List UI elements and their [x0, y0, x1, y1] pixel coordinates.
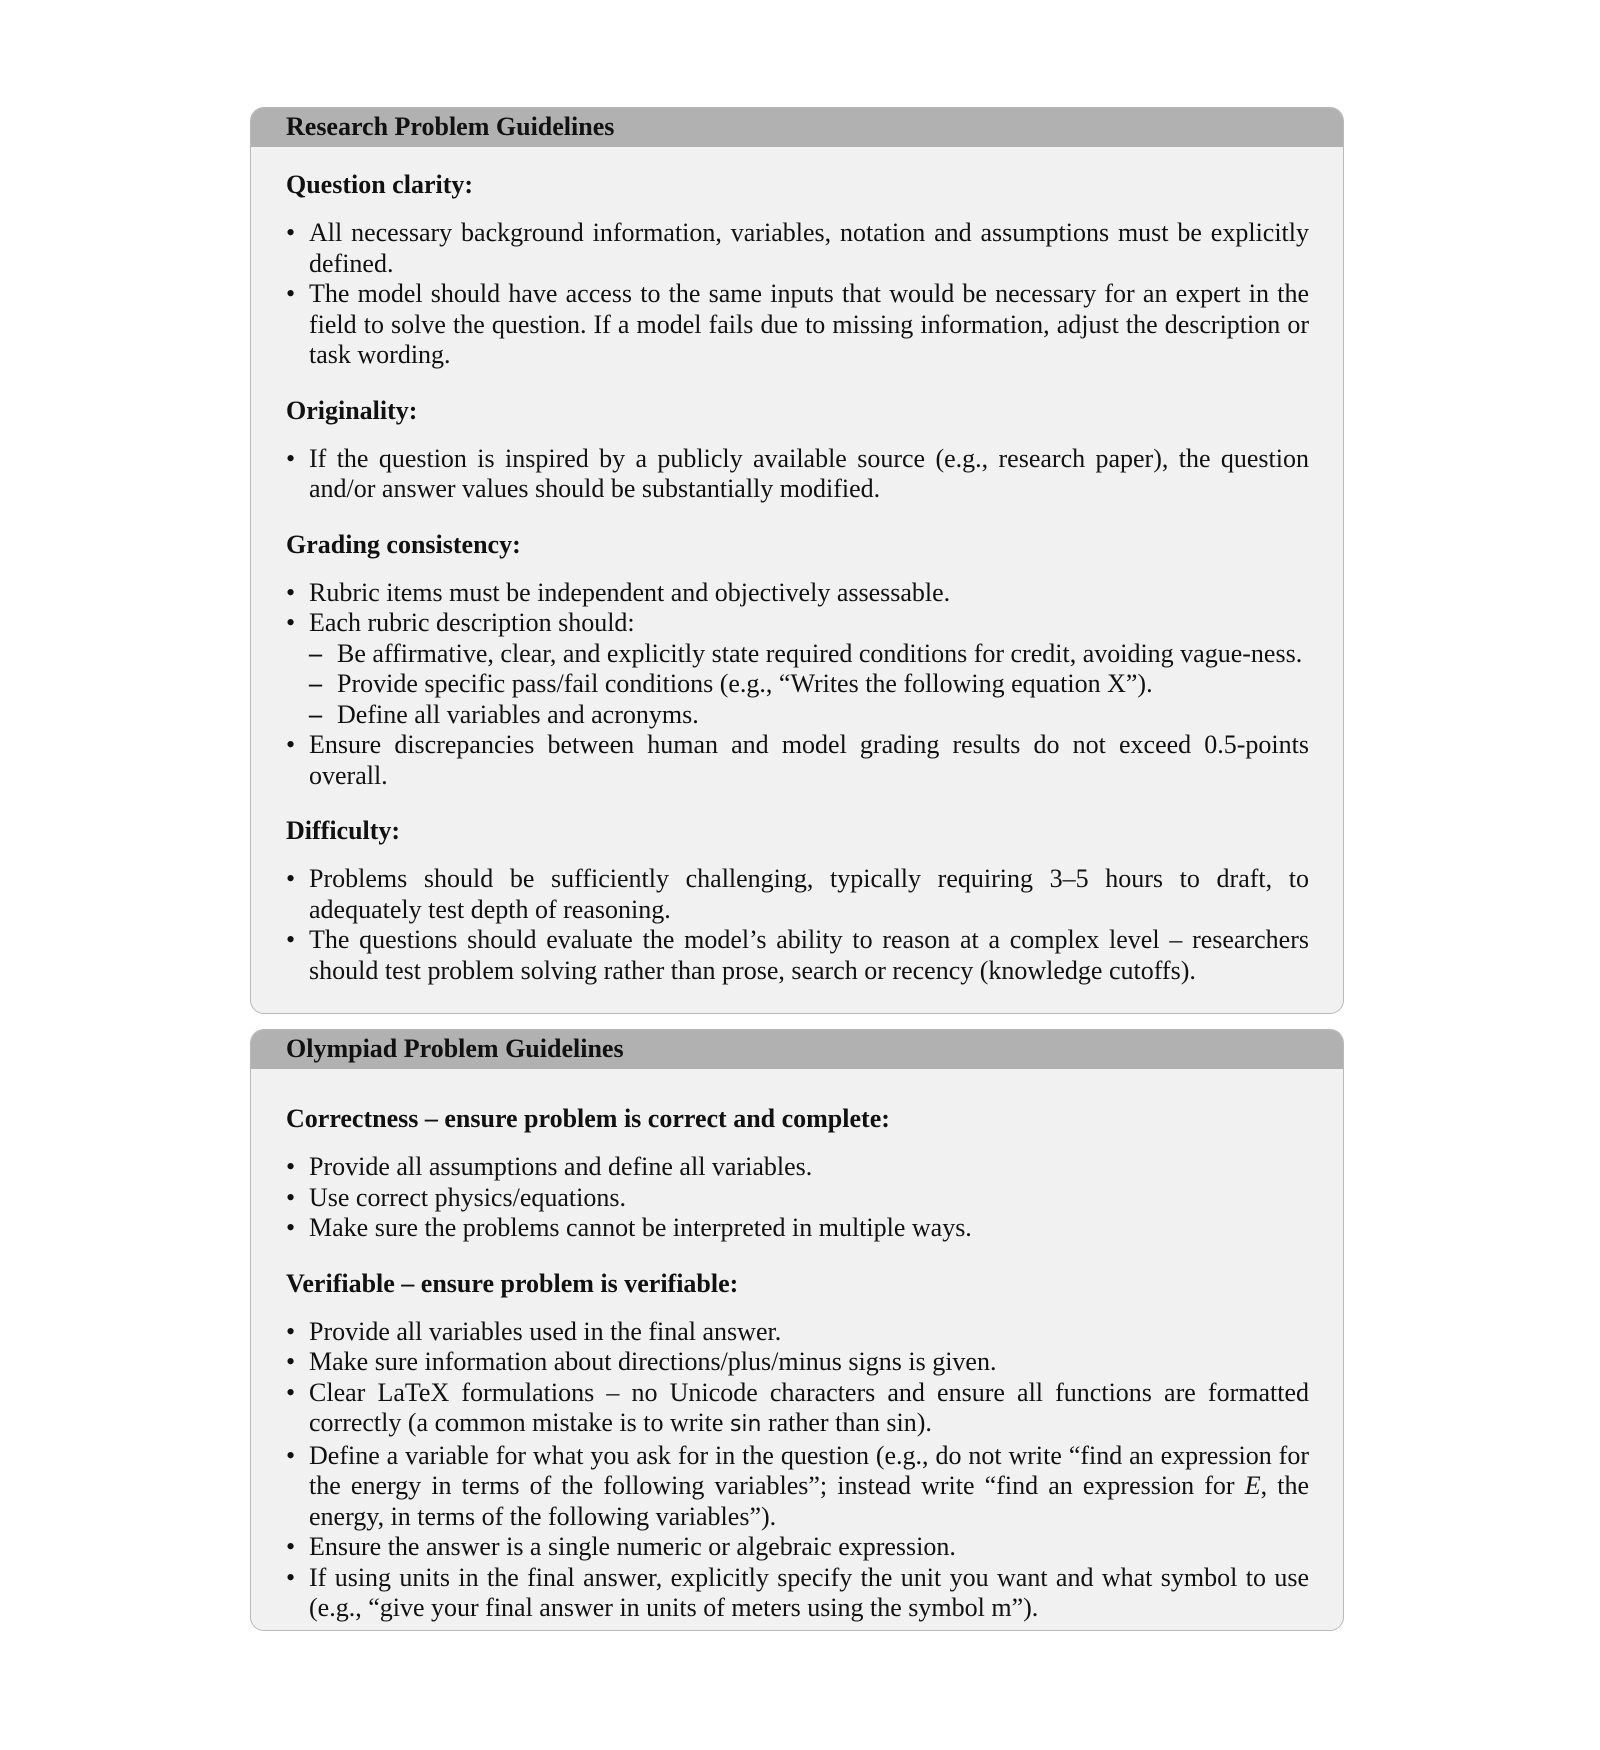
sub-list-item: – Be affirmative, clear, and explicitly state required conditions for credit, avoiding vague-ness. — [309, 639, 1309, 670]
latex-item-text-pre: Clear LaTeX formulations – no Unicode characters and ensure all functions are formatted correctly (a common mistake is to write — [309, 1377, 1309, 1437]
sin-wrong-example: sin — [729, 1412, 762, 1437]
question-clarity-list — [286, 218, 1309, 371]
research-guidelines-box — [250, 107, 1344, 1014]
list-item: • If the question is inspired by a publicly available source (e.g., research paper), the question and/or answer values should be substantially modified. — [286, 444, 1309, 505]
grading-consistency-list — [286, 578, 1309, 792]
latex-item-text-post: ). — [916, 1408, 932, 1437]
section-heading-verifiable: Verifiable – ensure problem is verifiable: — [286, 1268, 739, 1298]
list-item-with-subitems — [286, 608, 1309, 730]
correctness-list — [286, 1152, 1309, 1244]
list-item: • The questions should evaluate the model’s ability to reason at a complex level – researchers should test problem solving rather than prose, search or recency (knowledge cutoffs). — [286, 925, 1309, 986]
variable-item-text-post: , the energy, in terms of the following variables”). — [309, 1471, 1310, 1531]
latex-list-item — [286, 1378, 1309, 1441]
list-item: • Problems should be sufficiently challenging, typically requiring 3–5 hours to draft, to adequately test depth of reasoning. — [286, 864, 1309, 925]
latex-item-text-mid: rather than — [761, 1408, 887, 1437]
sin-right-example: sin — [886, 1408, 917, 1437]
list-item: • The model should have access to the same inputs that would be necessary for an expert in the field to solve the question. If a model fails due to missing information, adjust the description or task wording. — [286, 279, 1309, 371]
sub-list-item: – Define all variables and acronyms. — [309, 700, 1309, 731]
olympiad-guidelines-box — [250, 1029, 1344, 1631]
list-item: • Provide all assumptions and define all variables. — [286, 1152, 1309, 1183]
research-guidelines-body — [251, 147, 1343, 986]
variable-list-item — [286, 1441, 1309, 1533]
section-heading-difficulty: Difficulty: — [286, 816, 401, 845]
originality-list — [286, 444, 1309, 505]
list-item: • If using units in the final answer, explicitly specify the unit you want and what symbol to use (e.g., “give your final answer in units of meters using the symbol m”). — [286, 1563, 1309, 1624]
difficulty-list — [286, 864, 1309, 986]
olympiad-guidelines-title: Olympiad Problem Guidelines — [251, 1030, 1343, 1069]
section-heading-question-clarity: Question clarity: — [286, 170, 474, 199]
section-heading-grading-consistency: Grading consistency: — [286, 529, 521, 559]
rubric-description-sublist — [309, 639, 1309, 731]
list-item: • Rubric items must be independent and objectively assessable. — [286, 578, 1309, 609]
list-item: • Make sure information about directions/plus/minus signs is given. — [286, 1347, 1309, 1378]
list-item: • All necessary background information, variables, notation and assumptions must be explicitly defined. — [286, 218, 1309, 279]
list-item: • Use correct physics/equations. — [286, 1183, 1309, 1214]
verifiable-list — [286, 1317, 1309, 1624]
list-item-text: Each rubric description should: — [309, 608, 635, 637]
section-heading-correctness: Correctness – ensure problem is correct and complete: — [286, 1104, 890, 1133]
list-item: • Provide all variables used in the final answer. — [286, 1317, 1309, 1348]
research-guidelines-title: Research Problem Guidelines — [251, 108, 1343, 147]
olympiad-guidelines-body — [251, 1069, 1343, 1624]
list-item: • Ensure discrepancies between human and model grading results do not exceed 0.5-points overall. — [286, 730, 1309, 791]
section-heading-originality: Originality: — [286, 395, 418, 425]
energy-symbol: E — [1244, 1471, 1261, 1500]
sub-list-item: – Provide specific pass/fail conditions (e.g., “Writes the following equation X”). — [309, 669, 1309, 700]
list-item: • Make sure the problems cannot be interpreted in multiple ways. — [286, 1213, 1309, 1244]
variable-item-text-pre: Define a variable for what you ask for in the question (e.g., do not write “find an expression for the energy in terms of the following variables”; instead write “find an expression for — [309, 1440, 1309, 1500]
list-item: • Ensure the answer is a single numeric or algebraic expression. — [286, 1532, 1309, 1563]
